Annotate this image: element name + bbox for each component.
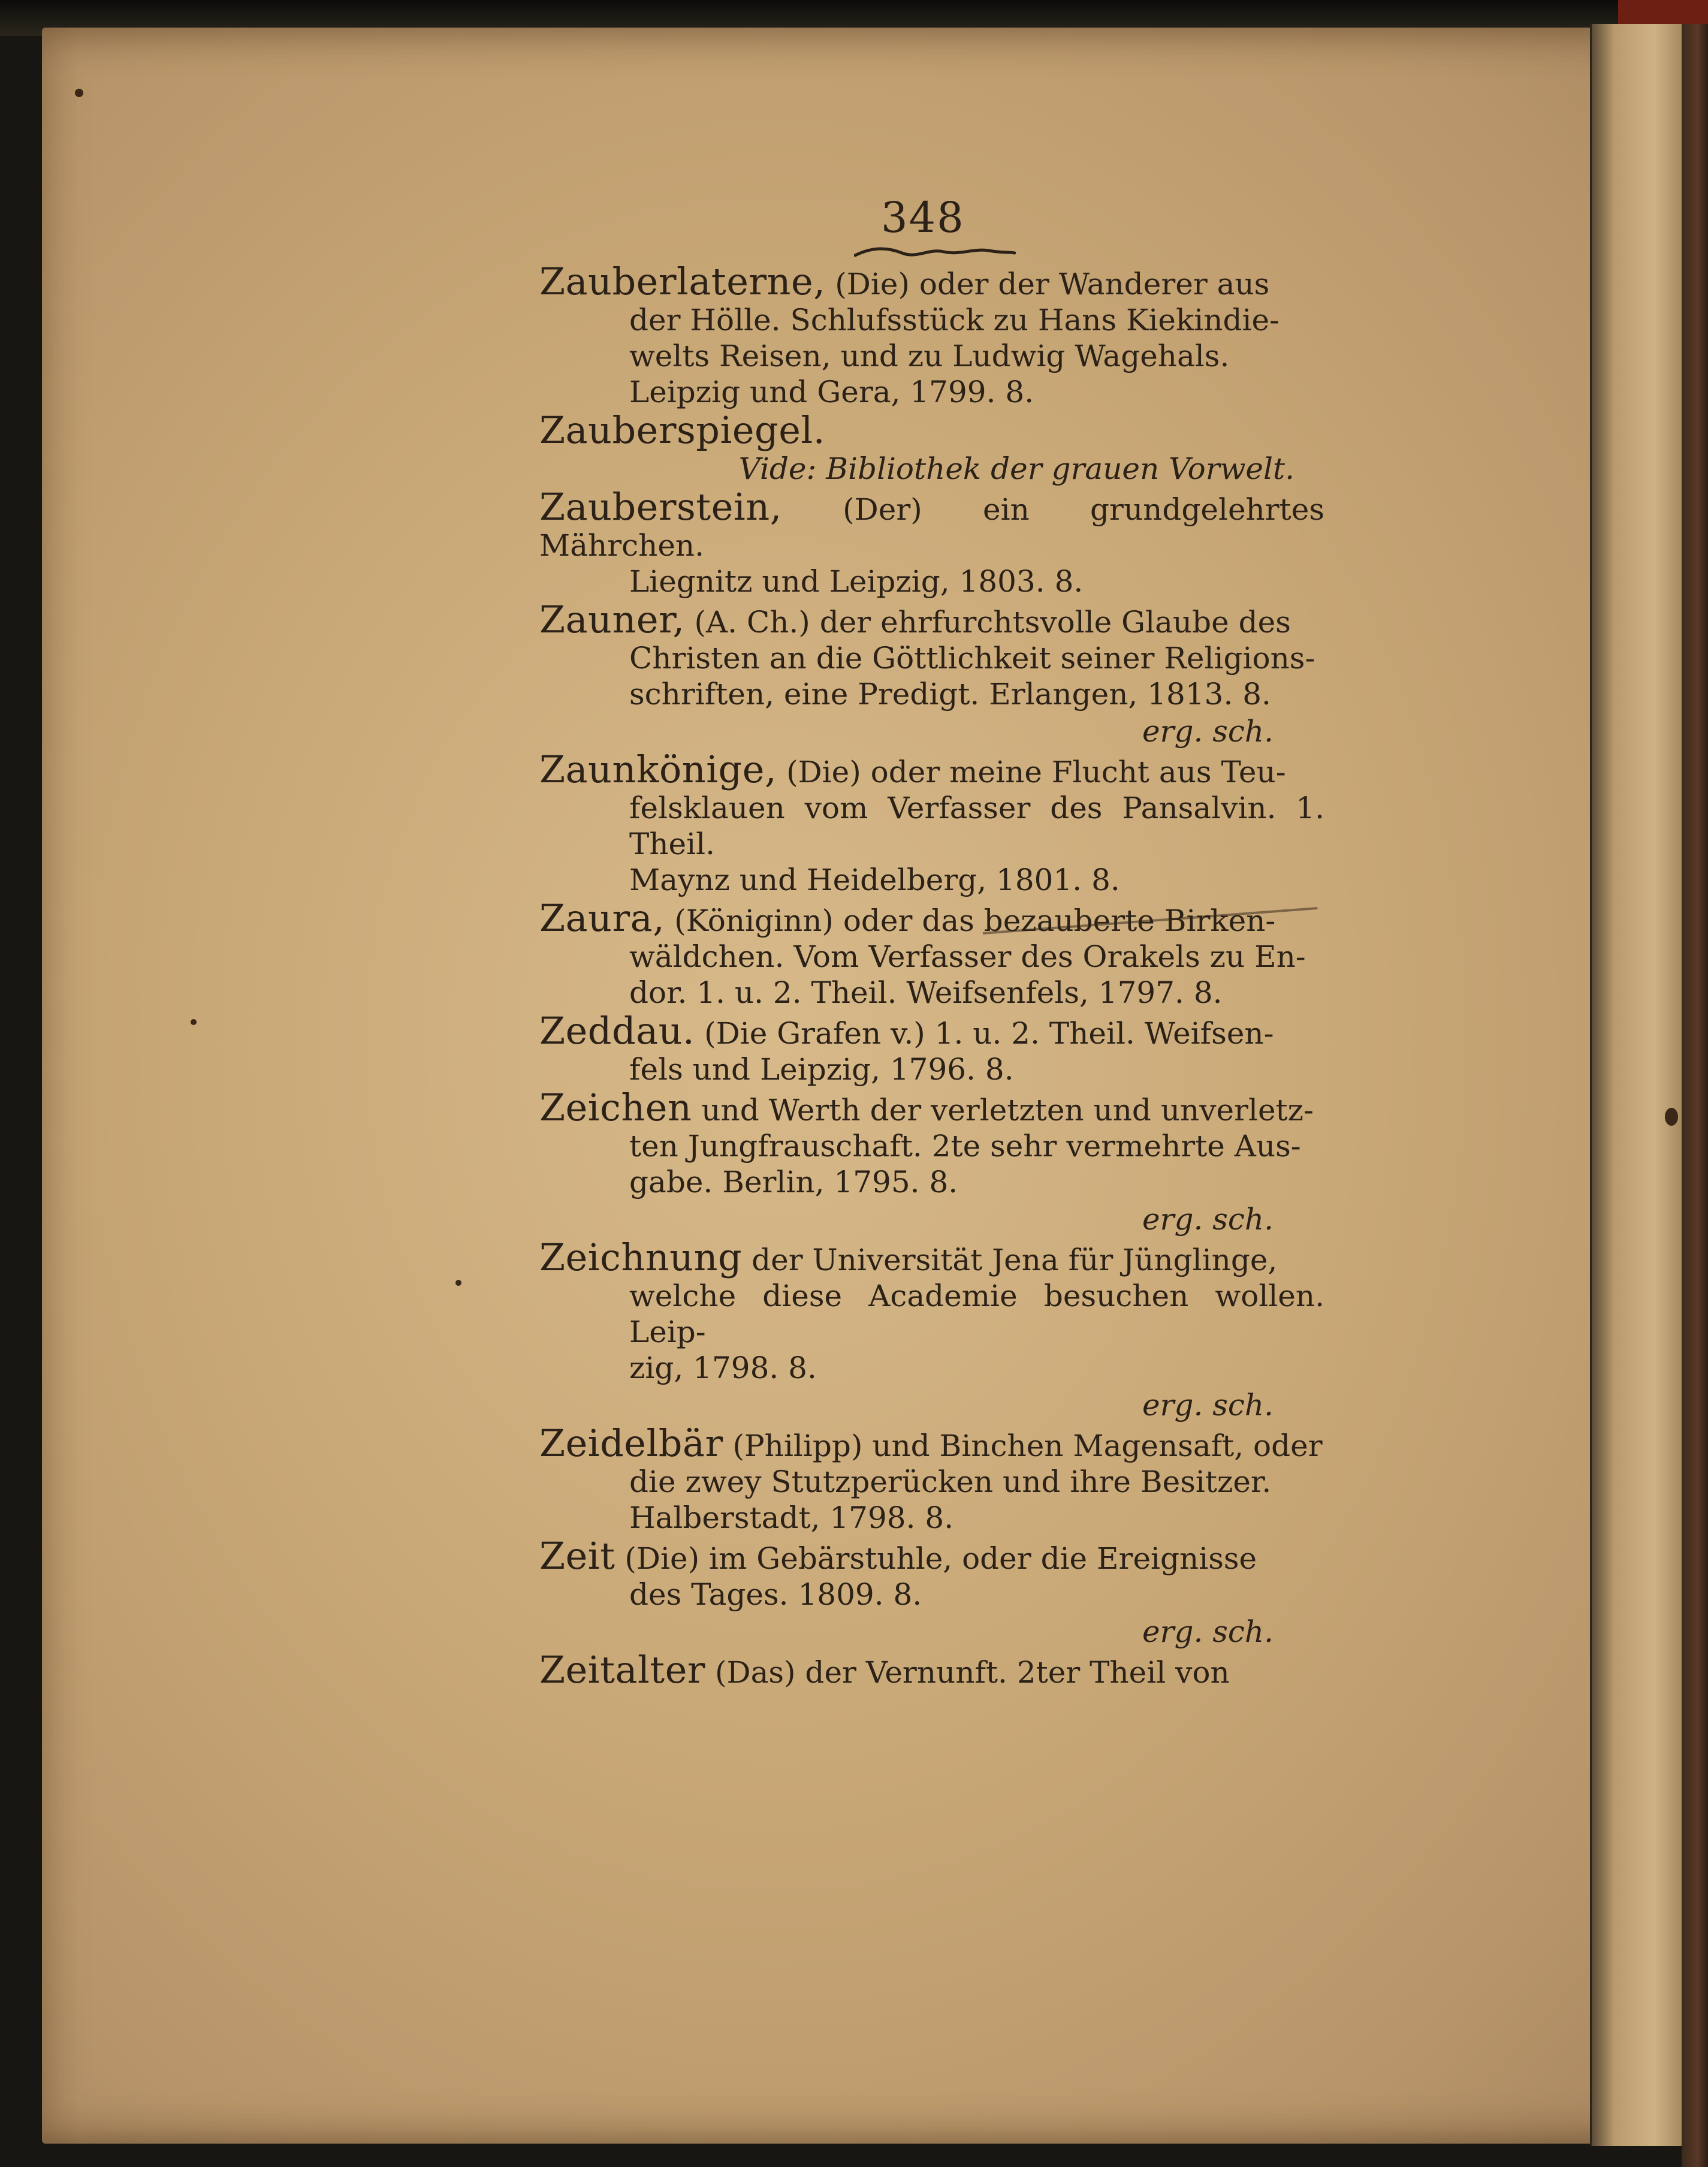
entry-headword: Zauberstein,: [539, 485, 782, 529]
binding-red-tab: [1618, 0, 1708, 24]
entry-text: fels und Leipzig, 1796. 8.: [629, 1052, 1014, 1087]
catalog-entry: [539, 1009, 1324, 1087]
catalog-entry: [539, 1421, 1324, 1536]
entry-headword: Zeit: [539, 1534, 615, 1578]
cross-reference: Vide: Bibliothek der grauen Vorwelt.: [738, 451, 1294, 486]
entry-first-line: [539, 1648, 1324, 1692]
catalog-entry: [539, 1648, 1324, 1692]
entry-text: (Philipp) und Binchen Magensaft, oder: [732, 1428, 1323, 1463]
entry-text: (Die) im Gebärstuhle, oder die Ereignisse: [624, 1541, 1257, 1576]
entry-text: (Die Grafen v.) 1. u. 2. Theil. Weifsen-: [704, 1016, 1274, 1051]
catalog-entry: [539, 748, 1324, 898]
foxing-spot: [75, 89, 83, 97]
entry-text: wäldchen. Vom Verfasser des Orakels zu En-: [629, 939, 1306, 974]
entry-first-line: [539, 408, 1324, 452]
entry-first-line: [539, 1235, 1324, 1279]
entry-headword: Zeichnung: [539, 1235, 743, 1279]
entry-note: erg. sch.: [1142, 1614, 1274, 1649]
catalog-entry: [539, 485, 1324, 599]
entry-text: Liegnitz und Leipzig, 1803. 8.: [629, 564, 1084, 599]
entry-text: Leipzig und Gera, 1799. 8.: [629, 375, 1034, 409]
entry-first-line: [539, 1086, 1324, 1129]
entry-text: schriften, eine Predigt. Erlangen, 1813. 8.: [629, 677, 1271, 712]
foxing-spot: [1665, 1108, 1678, 1126]
page-number: 348: [881, 193, 965, 242]
entry-note: erg. sch.: [1142, 714, 1274, 749]
entry-text: (Die) oder der Wanderer aus: [835, 267, 1270, 302]
entry-headword: Zaura,: [539, 896, 665, 940]
entry-text: ten Jungfrauschaft. 2te sehr vermehrte Aus-: [629, 1129, 1301, 1164]
entry-headword: Zauner,: [539, 598, 685, 641]
entry-first-line: [539, 598, 1324, 641]
foxing-spot: [191, 1019, 197, 1025]
entry-text: Maynz und Heidelberg, 1801. 8.: [629, 863, 1120, 897]
entry-first-line: [539, 1009, 1324, 1053]
entry-text: (Der) ein grundgelehrtes Mährchen.: [539, 492, 1324, 563]
entry-text: und Werth der verletzten und unverletz-: [701, 1093, 1314, 1128]
foxing-spot: [455, 1280, 461, 1286]
entry-text: welts Reisen, und zu Ludwig Wagehals.: [629, 339, 1230, 373]
catalog-entry: [539, 260, 1324, 410]
entry-first-line: [539, 1534, 1324, 1578]
entry-first-line: [539, 896, 1324, 940]
book-binding: [1682, 0, 1708, 2167]
adjacent-page-edge: [1590, 24, 1682, 2146]
entry-note: erg. sch.: [1142, 1388, 1274, 1422]
entry-headword: Zeidelbär: [539, 1421, 723, 1465]
entry-text: der Universität Jena für Jünglinge,: [752, 1243, 1278, 1277]
entry-text: (Das) der Vernunft. 2ter Theil von: [714, 1655, 1230, 1690]
entry-text: felsklauen vom Verfasser des Pansalvin. 1. Theil.: [629, 791, 1324, 861]
entry-headword: Zaunkönige,: [539, 748, 777, 791]
ornamental-rule: [854, 245, 1016, 260]
entry-text: (A. Ch.) der ehrfurchtsvolle Glaube des: [694, 605, 1291, 640]
entry-note: erg. sch.: [1142, 1202, 1274, 1237]
catalog-entry: [539, 1086, 1324, 1237]
entry-text: (Die) oder meine Flucht aus Teu-: [786, 755, 1286, 789]
catalog-entry: [539, 408, 1324, 487]
entry-first-line: [539, 748, 1324, 791]
entry-headword: Zauberlaterne,: [539, 260, 826, 303]
entry-text: welche diese Academie besuchen wollen. Leip-: [629, 1279, 1324, 1349]
entry-text: des Tages. 1809. 8.: [629, 1577, 922, 1612]
entry-first-line: [539, 260, 1324, 303]
entry-text: die zwey Stutzperücken und ihre Besitzer.: [629, 1464, 1272, 1499]
entry-headword: Zeichen: [539, 1086, 692, 1129]
catalog-entry: [539, 1534, 1324, 1650]
catalog-entry: [539, 1235, 1324, 1423]
entry-text: zig, 1798. 8.: [629, 1351, 817, 1385]
entry-list: [539, 260, 1324, 1693]
entry-first-line: [539, 485, 1324, 563]
entry-text: Christen an die Göttlichkeit seiner Religions-: [629, 641, 1315, 676]
entry-headword: Zauberspiegel.: [539, 408, 825, 452]
entry-first-line: [539, 1421, 1324, 1465]
entry-headword: Zeitalter: [539, 1648, 706, 1692]
entry-text: gabe. Berlin, 1795. 8.: [629, 1165, 958, 1199]
entry-text: dor. 1. u. 2. Theil. Weifsenfels, 1797. 8.: [629, 975, 1223, 1010]
entry-text: der Hölle. Schlufsstück zu Hans Kiekindie-: [629, 303, 1280, 337]
catalog-entry: [539, 896, 1324, 1011]
entry-text: Halberstadt, 1798. 8.: [629, 1500, 954, 1535]
catalog-entry: [539, 598, 1324, 749]
entry-text: (Königinn) oder das bezauberte Birken-: [674, 903, 1276, 938]
entry-headword: Zeddau.: [539, 1009, 695, 1053]
